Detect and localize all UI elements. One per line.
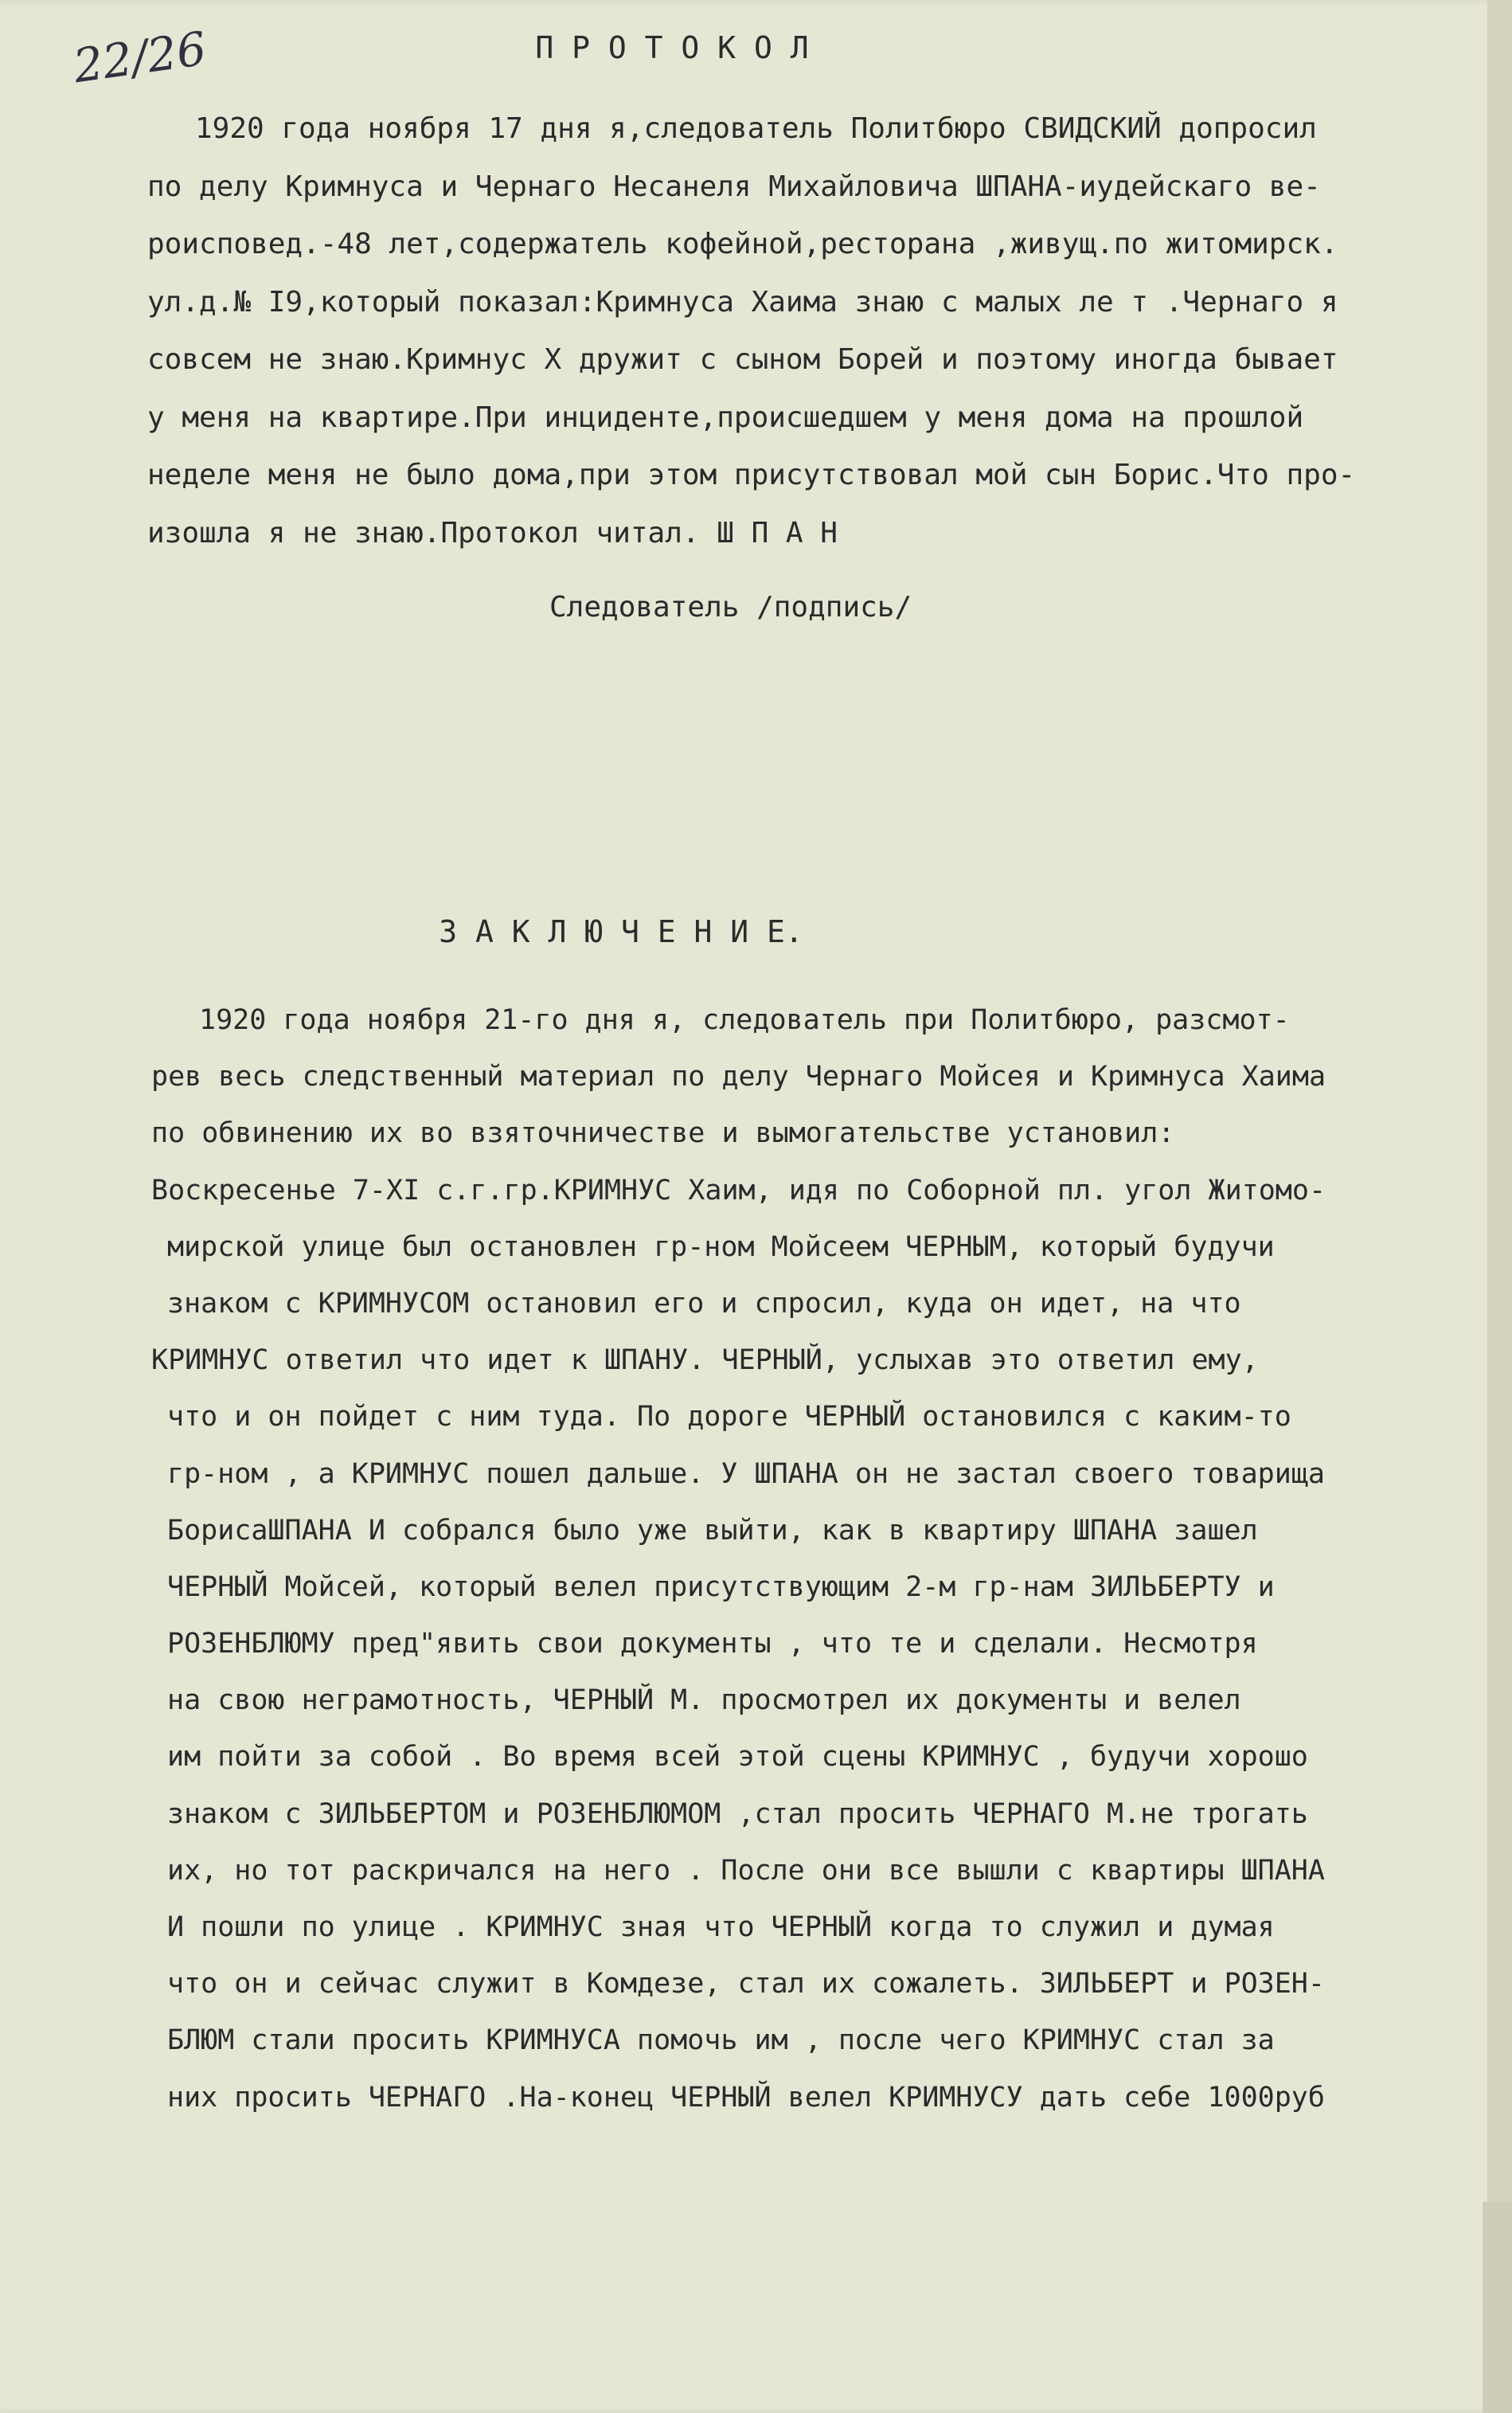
conclusion-line: них просить ЧЕРНАГО .На-конец ЧЕРНЫЙ велел КРИМНУСУ дать себе 1000руб <box>167 2081 1325 2114</box>
conclusion-line: Воскресенье 7-XI с.г.гр.КРИМНУС Хаим, идя по Соборной пл. угол Житомо- <box>151 1174 1326 1206</box>
investigator-signature: Следователь /подпись/ <box>549 591 912 624</box>
conclusion-line: что он и сейчас служит в Комдезе, стал их сожалеть. ЗИЛЬБЕРТ и РОЗЕН- <box>167 1968 1325 2000</box>
conclusion-line: им пойти за собой . Во время всей этой сцены КРИМНУС , будучи хорошо <box>167 1741 1308 1774</box>
conclusion-line: КРИМНУС ответил что идет к ШПАНУ. ЧЕРНЫЙ, услыхав это ответил ему, <box>151 1344 1259 1377</box>
conclusion-line: их, но тот раскричался на него . После они все вышли с квартиры ШПАНА <box>167 1854 1325 1887</box>
conclusion-heading: З А К Л Ю Ч Е Н И Е. <box>439 914 803 949</box>
protocol-line: ул.д.№ I9,который показал:Кримнуса Хаима знаю с малых ле т .Чернаго я <box>147 285 1338 319</box>
protocol-line: 1920 года ноября 17 дня я,следователь Политбюро СВИДСКИЙ допросил <box>195 112 1317 145</box>
archive-number: 22/26 <box>70 21 210 94</box>
conclusion-text <box>151 992 1326 2126</box>
conclusion-line: ЧЕРНЫЙ Мойсей, который велел присутствующим 2-м гр-нам ЗИЛЬБЕРТУ и <box>167 1570 1275 1603</box>
conclusion-line: знаком с КРИМНУСОМ остановил его и спросил, куда он идет, на что <box>167 1287 1241 1320</box>
protocol-heading: П Р О Т О К О Л <box>535 30 809 65</box>
conclusion-line: БЛЮМ стали просить КРИМНУСА помочь им , после чего КРИМНУС стал за <box>167 2024 1275 2057</box>
page-edge-notch <box>1483 2202 1512 2413</box>
protocol-line: роисповед.-48 лет,содержатель кофейной,ресторана ,живущ.по житомирск. <box>147 228 1338 260</box>
conclusion-line: БорисаШПАНА И собрался было уже выйти, как в квартиру ШПАНА зашел <box>167 1514 1258 1547</box>
conclusion-line: гр-ном , а КРИМНУС пошел дальше. У ШПАНА он не застал своего товарища <box>167 1457 1325 1490</box>
conclusion-line: что и он пойдет с ним туда. По дороге ЧЕРНЫЙ остановился с каким-то <box>167 1401 1291 1433</box>
protocol-line: у меня на квартире.При инциденте,происшедшем у меня дома на прошлой <box>147 401 1304 434</box>
conclusion-line: 1920 года ноября 21-го дня я, следователь при Политбюро, разсмот- <box>199 1004 1290 1036</box>
conclusion-line: мирской улице был остановлен гр-ном Мойсеем ЧЕРНЫМ, который будучи <box>167 1230 1275 1263</box>
conclusion-line: РОЗЕНБЛЮМУ пред"явить свои документы , что те и сделали. Несмотря <box>167 1628 1258 1660</box>
protocol-text <box>147 100 1355 562</box>
conclusion-line: рев весь следственный материал по делу Чернаго Мойсея и Кримнуса Хаима <box>151 1061 1326 1093</box>
conclusion-line: И пошли по улице . КРИМНУС зная что ЧЕРНЫЙ когда то служил и думая <box>167 1911 1275 1943</box>
page-edge <box>1487 0 1512 2413</box>
protocol-line: совсем не знаю.Кримнус Х дружит с сыном Борей и поэтому иногда бывает <box>147 343 1338 376</box>
conclusion-line: на свою неграмотность, ЧЕРНЫЙ М. просмотрел их документы и велел <box>167 1684 1241 1717</box>
conclusion-line: знаком с ЗИЛЬБЕРТОМ и РОЗЕНБЛЮМОМ ,стал просить ЧЕРНАГО М.не трогать <box>167 1797 1308 1830</box>
conclusion-line: по обвинению их во взяточничестве и вымогательстве установил: <box>151 1117 1175 1150</box>
protocol-line: неделе меня не было дома,при этом присутствовал мой сын Борис.Что про- <box>147 459 1356 491</box>
protocol-line: по делу Кримнуса и Чернаго Несанеля Михайловича ШПАНА-иудейскаго ве- <box>147 170 1321 203</box>
protocol-line: изошла я не знаю.Протокол читал. Ш П А Н <box>147 516 838 549</box>
